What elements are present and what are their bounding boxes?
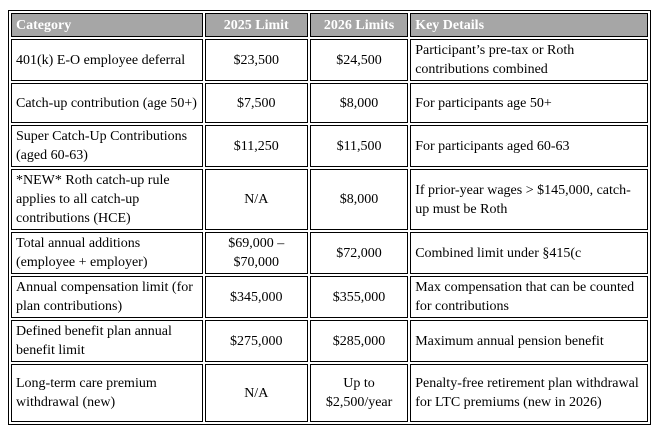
limit-2026-cell: $11,500 bbox=[310, 125, 408, 167]
category-cell: Total annual additions (employee + employer) bbox=[11, 232, 203, 274]
table-row bbox=[11, 232, 648, 274]
details-cell: Penalty-free retirement plan withdrawal for LTC premiums (new in 2026) bbox=[410, 364, 648, 422]
table-row bbox=[11, 320, 648, 362]
limit-2025-cell: $7,500 bbox=[205, 83, 308, 123]
limit-2026-cell: Up to $2,500/year bbox=[310, 364, 408, 422]
column-header-category: Category bbox=[11, 13, 203, 37]
column-header-2026-limits: 2026 Limits bbox=[310, 13, 408, 37]
limit-2025-cell: $11,250 bbox=[205, 125, 308, 167]
table-row bbox=[11, 276, 648, 318]
details-cell: Participant’s pre-tax or Roth contributions combined bbox=[410, 39, 648, 81]
category-cell: Defined benefit plan annual benefit limit bbox=[11, 320, 203, 362]
details-cell: If prior-year wages > $145,000, catch-up must be Roth bbox=[410, 169, 648, 230]
category-cell: Super Catch-Up Contributions (aged 60-63) bbox=[11, 125, 203, 167]
column-header-2025-limit: 2025 Limit bbox=[205, 13, 308, 37]
limit-2025-cell: N/A bbox=[205, 364, 308, 422]
limit-2026-cell: $285,000 bbox=[310, 320, 408, 362]
category-cell: Catch-up contribution (age 50+) bbox=[11, 83, 203, 123]
limit-2026-cell: $72,000 bbox=[310, 232, 408, 274]
table-row bbox=[11, 125, 648, 167]
limit-2026-cell: $8,000 bbox=[310, 169, 408, 230]
details-cell: For participants aged 60-63 bbox=[410, 125, 648, 167]
details-cell: Max compensation that can be counted for contributions bbox=[410, 276, 648, 318]
limit-2025-cell: $275,000 bbox=[205, 320, 308, 362]
limit-2025-cell: $69,000 – $70,000 bbox=[205, 232, 308, 274]
limit-2026-cell: $355,000 bbox=[310, 276, 408, 318]
table-row bbox=[11, 169, 648, 230]
column-header-key-details: Key Details bbox=[410, 13, 648, 37]
limits-table bbox=[8, 10, 651, 425]
limit-2026-cell: $24,500 bbox=[310, 39, 408, 81]
table-row bbox=[11, 83, 648, 123]
limit-2025-cell: N/A bbox=[205, 169, 308, 230]
category-cell: 401(k) E-O employee deferral bbox=[11, 39, 203, 81]
limit-2025-cell: $23,500 bbox=[205, 39, 308, 81]
category-cell: *NEW* Roth catch-up rule applies to all catch-up contributions (HCE) bbox=[11, 169, 203, 230]
category-cell: Annual compensation limit (for plan contributions) bbox=[11, 276, 203, 318]
details-cell: Maximum annual pension benefit bbox=[410, 320, 648, 362]
table-row bbox=[11, 364, 648, 422]
limit-2025-cell: $345,000 bbox=[205, 276, 308, 318]
category-cell: Long-term care premium withdrawal (new) bbox=[11, 364, 203, 422]
details-cell: Combined limit under §415(c bbox=[410, 232, 648, 274]
table-header-row bbox=[11, 13, 648, 37]
table-row bbox=[11, 39, 648, 81]
details-cell: For participants age 50+ bbox=[410, 83, 648, 123]
limit-2026-cell: $8,000 bbox=[310, 83, 408, 123]
